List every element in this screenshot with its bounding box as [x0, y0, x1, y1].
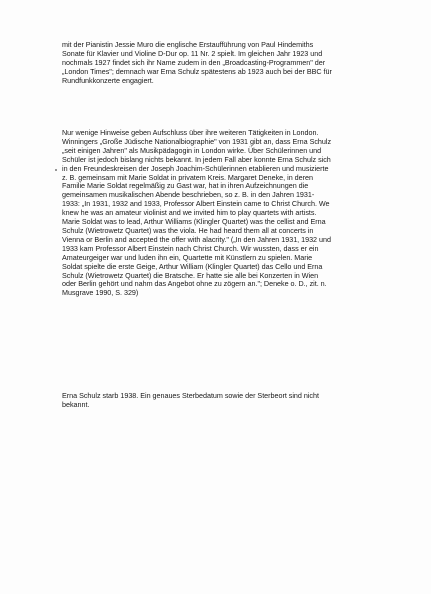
text-line: in den Freundeskreisen der Joseph Joachim-Schülerinnen etablieren und musizierte	[62, 163, 329, 173]
text-line: Marie Soldat was to lead, Arthur Williams (Klingler Quartet) was the cellist and Erna	[62, 217, 326, 227]
text-line: Familie Marie Soldat regelmäßig zu Gast war, hat in ihren Aufzeichnungen die	[62, 181, 309, 191]
text-line: Schulz (Wietrowetz Quartet) die Bratsche. Er hatte sie alle bei Konzerten in Wien	[62, 270, 319, 280]
text-line: knew he was an amateur violinist and we invited him to play quartets with artists.	[62, 208, 317, 218]
text-line: „London Times"; demnach war Erna Schulz spätestens ab 1923 auch bei der BBC für	[62, 66, 332, 76]
text-line: „seit einigen Jahren" als Musikpädagogin in London wirke. Über Schülerinnen und	[62, 145, 322, 155]
paragraph-3	[62, 392, 402, 410]
text-line: Sonate für Klavier und Violine D-Dur op. 11 Nr. 2 spielt. Im gleichen Jahr 1923 und	[62, 48, 323, 58]
text-line: mit der Pianistin Jessie Muro die englische Erstaufführung von Paul Hindemiths	[62, 40, 314, 49]
text-line: Vienna or Berlin and accepted the offer with alacrity." („In den Jahren 1931, 1932 und	[62, 234, 331, 244]
text-line: z. B. gemeinsam mit Marie Soldat in privatem Kreis. Margaret Deneke, in deren	[62, 172, 313, 182]
text-line: 1933 kam Professor Albert Einstein nach Christ Church. Wir wussten, dass er ein	[62, 243, 319, 253]
text-line: Schüler ist jedoch bislang nichts bekannt. In jedem Fall aber konnte Erna Schulz sich	[62, 154, 331, 164]
text-line: Nur wenige Hinweise geben Aufschluss über ihre weiteren Tätigkeiten in London.	[62, 128, 319, 137]
text-line: Erna Schulz starb 1938. Ein genaues Sterbedatum sowie der Sterbeort sind nicht	[62, 391, 319, 400]
text-line: Soldat spielte die erste Geige, Arthur William (Klingler Quartet) das Cello und Erna	[62, 261, 323, 271]
margin-mark	[55, 169, 57, 171]
paragraph-1	[62, 41, 402, 86]
text-line: 1933: „In 1931, 1932 and 1933, Professor Albert Einstein came to Christ Church. We	[62, 199, 330, 209]
text-line: Rundfunkkonzerte engagiert.	[62, 75, 154, 85]
text-line: Musgrave 1990, S. 329)	[62, 288, 139, 298]
text-line: Schulz (Wietrowetz Quartet) was the viola. He had heard them all at concerts in	[62, 225, 314, 235]
text-line: Winningers „Große Jüdische Nationalbiographie" von 1931 gibt an, dass Erna Schulz	[62, 136, 332, 146]
text-line: Amateurgeiger war und luden ihn ein, Quartette mit Künstlern zu spielen. Marie	[62, 252, 313, 262]
text-line: oder Berlin gehört und nahm das Angebot ohne zu zögern an."; Deneke o. D., zit. n.	[62, 279, 327, 289]
text-line: nochmals 1927 findet sich ihr Name zudem in den „Broadcasting-Programmen" der	[62, 57, 326, 67]
text-line: bekannt.	[62, 399, 90, 409]
paragraph-2	[62, 129, 402, 298]
text-line: gemeinsamen musikalischen Abende beschrieben, so z. B. in den Jahren 1931-	[62, 190, 315, 200]
